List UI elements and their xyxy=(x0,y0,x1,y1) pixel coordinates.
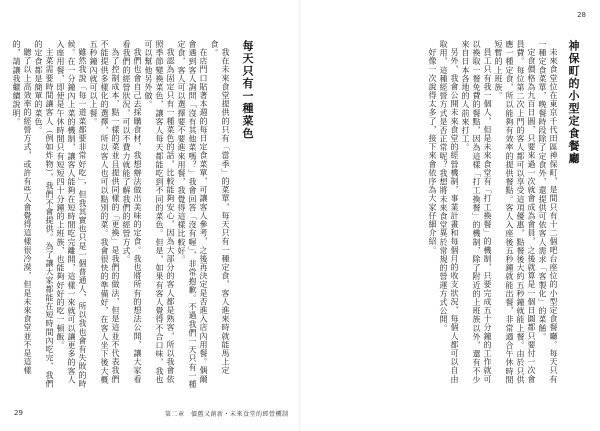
paragraph: 好像一次說得太多了，接下來會依序為大家仔細介紹。 xyxy=(428,48,437,255)
running-footer: 第二章 價舊又創新・未來食堂的經營機制 xyxy=(165,411,289,418)
paragraph: 聽了以上高效率的經營方式，或許有些人會覺得這樣很冷漠，但是未來食堂並不是這樣的，請讓我繼續說明。 xyxy=(12,40,32,375)
section-title: 每天只有一種菜色 xyxy=(241,40,254,140)
page-number-left: 29 xyxy=(14,409,23,417)
paragraph: 未來食堂位在東京千代田區神保町，是間只有十二個吧台座位的小型定食餐廳。每天只有一種定食菜單，晚餐時段除了定食外，還提供可依客人需求「客製化」的菜餚。 xyxy=(538,40,558,384)
paragraph: 主菜需要時間讓客人（例如炸物），我們不會提供。為了讓大家都能在短時間內吃完，我們的定食都是簡單的菜色。 xyxy=(34,40,54,388)
paragraph: 定食價格為九百日圓，只要來過一次就會成為會員，之後就算是一個日圓都只要付一次會員費。每位第二次上門的客人都可以享受這項優惠，點餐後大約五秒鐘就能上餐。由於只供應一種定食，所以能夠有效率的提供餐點。客人入座後五秒鐘就能出餐，非常適合午休時間短暫的上班族。 xyxy=(494,40,536,384)
right-page-text xyxy=(427,40,580,390)
paragraph: 我認為固定只有一種菜色的話，比較能夠安心，因為大部分的客人都是熟客，所以我會依照季節變換菜色，讓客人每天都能吃到不同的菜色。但是，如果有客人覺得不合口味，我也可以幫他另外做。 xyxy=(144,40,175,384)
right-page xyxy=(300,0,600,431)
section-title: 神保町的小型定食餐廳 xyxy=(567,40,580,165)
paragraph: 另外，我會公開未來食堂的經營機制，事業計畫和每個月的收支狀況，每個人都可以自由取用，這種經營方式是否正常呢？我想將未來食堂異於常規的營運方式公開。 xyxy=(439,40,459,384)
paragraph: 我在未來食堂提供的只有「當季」的菜單，每天只有一種定食，客人進來時就能馬上定食。 xyxy=(210,40,230,375)
paragraph: 為了控制成本，點一樣的菜並且提供同樣的「更換」是我們的做法，但是這並不代表我們不能提供多樣化的選擇，所以客人也可以點別的菜。我會很快的準備好，在客人坐下後大概五秒鐘內就可以上餐。 xyxy=(89,40,120,384)
paragraph: 雖然我說「每一道菜都要非常好吃」，但我其實也只是一個普通人，所以我也會有失敗的時候。在一分鐘內上菜的機制，讓客人能夠在短時間吃完離開，這樣一來就可以讓更多的客人入座用餐，即使是午休時間只有短短四十分鐘的上班族，也能夠好好的吃一頓飯。 xyxy=(56,40,87,388)
paragraph: 我們也會自己去採購食材，我想辦法做出美味的定食。我也將所有的想法公開，讓大家看看我們的經營狀況，可以不費力就能了解我們的經營方式。 xyxy=(122,40,142,384)
paragraph: 在店門口貼著本週的每日定食菜單，可讓客人參考，之後再決定是否進入店內用餐。偶爾會遇到客人詢問「沒有其他菜嗎？」我會回答「沒有喔」，非常抱歉。不過我們一天只有一種定食，客人可以選擇要不要進來用餐，我覺得這樣比較好。 xyxy=(177,40,208,389)
page-number-right: 28 xyxy=(577,11,586,19)
paragraph: 員工只有我一個人，但是未來食堂有「打工換餐」的機制，只要完成五十分鐘的工作就可以換取一餐免費的餐點，因為這樣「打工換餐」的機制，除了附近的上班族以外，還有不少來自日本各地的人前來打工。 xyxy=(461,40,492,384)
left-page-text xyxy=(11,40,266,390)
